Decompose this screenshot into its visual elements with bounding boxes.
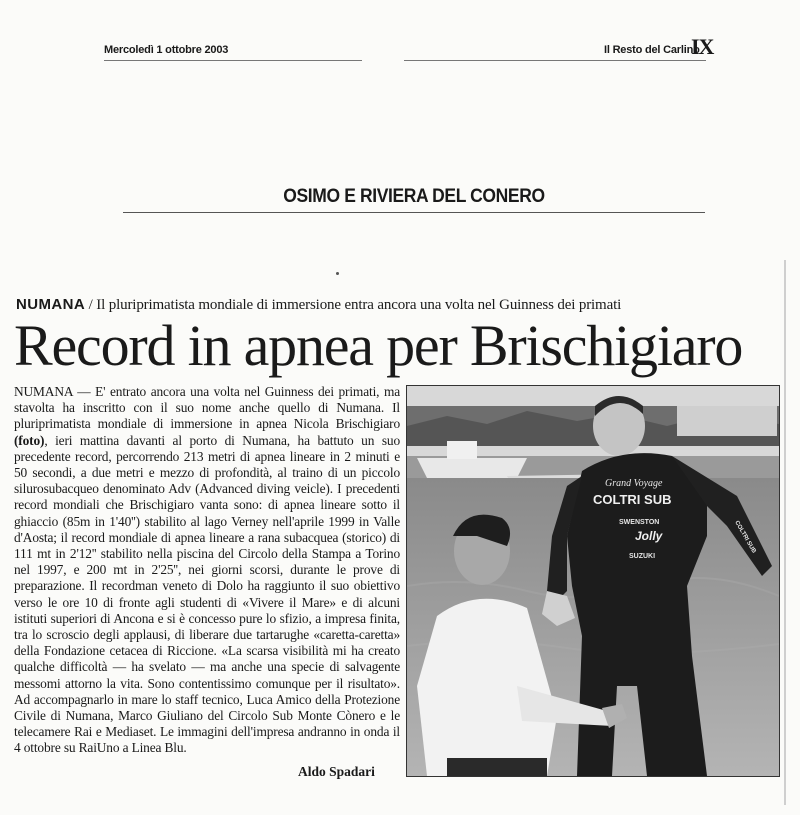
kicker-text: / Il pluriprimatista mondiale di immersione entra ancora una volta nel Guinness dei primati — [85, 297, 622, 313]
wetsuit-text: COLTRI SUB — [593, 492, 672, 507]
wetsuit-text: Grand Voyage — [605, 478, 663, 489]
header-rule-left — [104, 60, 362, 61]
header-rule-right — [404, 60, 706, 61]
article-body — [14, 384, 400, 757]
wetsuit-text: SUZUKI — [629, 553, 656, 560]
wetsuit-text: SWENSTON — [619, 519, 660, 526]
page-number: IX — [691, 34, 714, 59]
building — [677, 406, 777, 436]
section-rule — [123, 212, 705, 213]
boat — [417, 458, 527, 478]
newspaper-name: Il Resto del Carlino — [604, 44, 700, 56]
sleeve-text: COLTRI SUB — [733, 520, 757, 555]
boat-cabin — [447, 441, 477, 459]
article-paragraph — [14, 384, 400, 757]
article-photo — [406, 385, 780, 777]
publication-date: Mercoledì 1 ottobre 2003 — [104, 44, 229, 56]
photo-illustration — [407, 386, 779, 776]
kicker-location: NUMANA — [16, 296, 86, 313]
page-edge — [784, 260, 786, 805]
body-photo-ref: (foto) — [14, 432, 45, 448]
body-part-2: , ieri mattina davanti al porto di Numana, ha battuto un suo precedente record, percorrendo 213 metri di apnea lineare in 2 minuti e 50 secondi, a due metri e mezzo di profondità, al traino di un piccolo silurosubacqueo denominato Adv (Advanced diving veicle). I precedenti record mondiali che Brischigiaro vanta sono: di apnea lineare sotto il ghiaccio (85m in 1'40'') stabilito al lago Verney nell'aprile 1999 in Valle d'Aosta; il record mondiale di apnea lineare a rana subacquea (storico) di 111 mt in 2'12'' stabilito nella piscina del Circolo della Stampa a Torino nel 1997, e 200 mt in 2'25'', nei giorni scorsi, durante le prove di preparazione. Il recordman veneto di Dolo ha raggiunto il suo obiettivo verso le ore 10 di fronte agli studenti di «Vivere il Mare» e di alcuni istituti superiori di Ancona e si è concesso pure lo sfizio, a impresa finita, tra lo scroscio degli applausi, di liberare due tartarughe «caretta-caretta» della Fondazione cetacea di Riccione. «La scarsa visibilità mi ha creato qualche difficoltà — ha svelato — ma anche una specie di salvagente messomi attorno la vita. Sono contentissimo comunque per il risultato». Ad accompagnarlo in mare lo staff tecnico, Luca Amico della Protezione Civile di Numana, Marco Giuliano del Circolo Sub Monte Cònero e le telecamere Rai e Mediaset. Le immagini dell'impresa andranno in onda il 4 ottobre su RaiUno a Linea Blu. — [14, 432, 400, 756]
wetsuit-text: Jolly — [635, 529, 663, 543]
byline: Aldo Spadari — [298, 764, 375, 779]
body-part-1: NUMANA — E' entrato ancora una volta nel Guinness dei primati, ma stavolta ha inscritto con il suo nome anche quello di Numana. Il pluriprimatista mondiale di immersione in apnea Nicola Brischigiaro — [14, 384, 400, 432]
article-headline: Record in apnea per Brischigiaro — [14, 313, 743, 378]
section-title: OSIMO E RIVIERA DEL CONERO — [283, 186, 545, 207]
speck — [336, 272, 339, 275]
